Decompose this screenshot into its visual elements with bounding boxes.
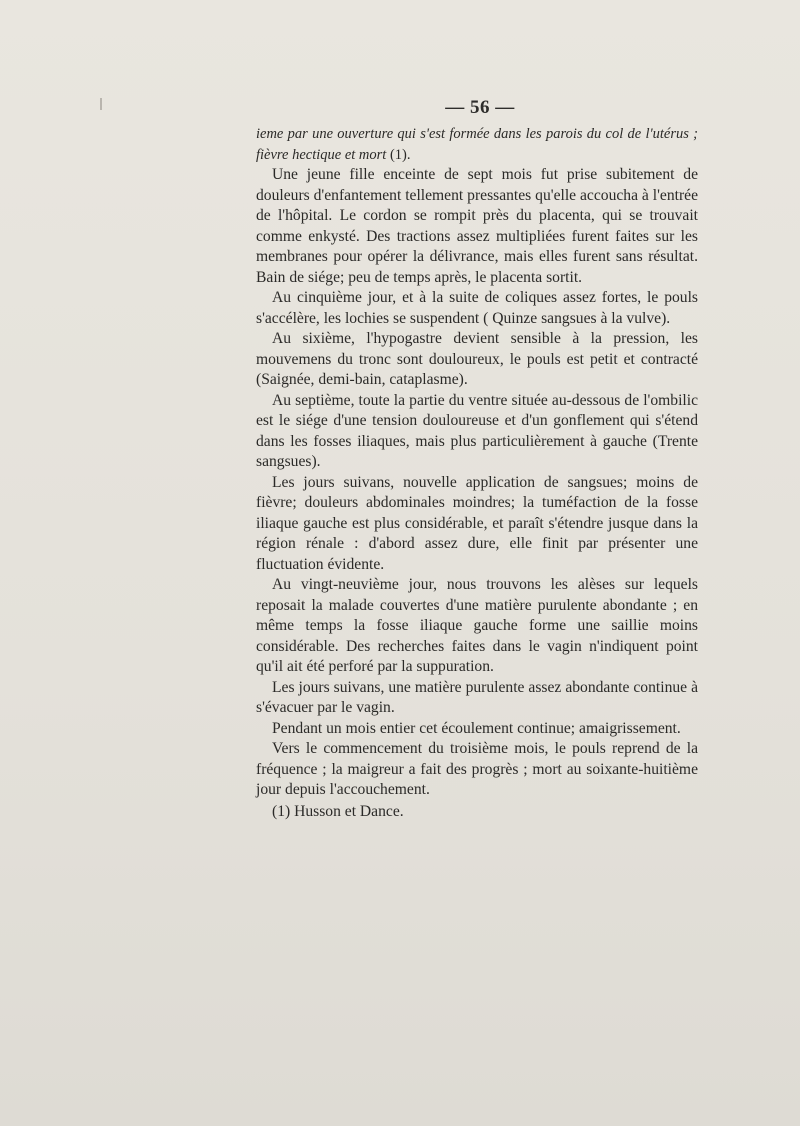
paragraph-6: Au vingt-neuvième jour, nous trouvons les alèses sur lequels reposait la malade couvertes d'une matière purulente abondante ; en même temps la fosse iliaque gauche forme une saillie moins considérable. Des recherches faites dans le vagin n'indiquent point qu'il ait été perforé par la suppuration. bbox=[256, 576, 698, 675]
footnote-reference: (1). bbox=[386, 146, 411, 163]
page-number: — 56 — bbox=[445, 97, 515, 118]
paragraph-7: Les jours suivans, une matière purulente assez abondante continue à s'évacuer par le vagin. bbox=[256, 678, 698, 716]
paragraph-1: Une jeune fille enceinte de sept mois fut prise subitement de douleurs d'enfantement tellement pressantes qu'elle accoucha à l'entrée de l'hôpital. Le cordon se rompit près du placenta, qui se trouvait comme enkysté. Des tractions assez multipliées furent faites sur les membranes pour opérer la délivrance, mais elles furent sans résultat. Bain de siége; peu de temps après, le placenta sortit. bbox=[256, 166, 698, 286]
continuation-line bbox=[256, 124, 698, 165]
footnote: (1) Husson et Dance. bbox=[272, 802, 404, 820]
paragraph-9: Vers le commencement du troisième mois, le pouls reprend de la fréquence ; la maigreur a fait des progrès ; mort au soixante-huitième jour depuis l'accouchement. bbox=[256, 740, 698, 798]
page-body bbox=[256, 124, 698, 822]
paragraph-2: Au cinquième jour, et à la suite de coliques assez fortes, le pouls s'accélère, les lochies se suspendent ( Quinze sangsues à la vulve). bbox=[256, 289, 698, 327]
paragraph-3: Au sixième, l'hypogastre devient sensible à la pression, les mouvemens du tronc sont douloureux, le pouls est petit et contracté (Saignée, demi-bain, cataplasme). bbox=[256, 330, 698, 388]
paragraph-8: Pendant un mois entier cet écoulement continue; amaigrissement. bbox=[272, 719, 681, 737]
paragraph-4: Au septième, toute la partie du ventre située au-dessous de l'ombilic est le siége d'une tension douloureuse et d'un gonflement qui s'étend dans les fosses iliaques, mais plus particulièrement à gauche (Trente sangsues). bbox=[256, 391, 698, 470]
paragraph-5: Les jours suivans, nouvelle application de sangsues; moins de fièvre; douleurs abdominales moindres; la tuméfaction de la fosse iliaque gauche est plus considérable, et paraît s'étendre jusque dans la région rénale : d'abord assez dure, elle finit par présenter une fluctuation évidente. bbox=[256, 473, 698, 573]
continuation-italic-text: ieme par une ouverture qui s'est formée dans les parois du col de l'utérus ; fièvre hectique et mort bbox=[256, 126, 698, 163]
